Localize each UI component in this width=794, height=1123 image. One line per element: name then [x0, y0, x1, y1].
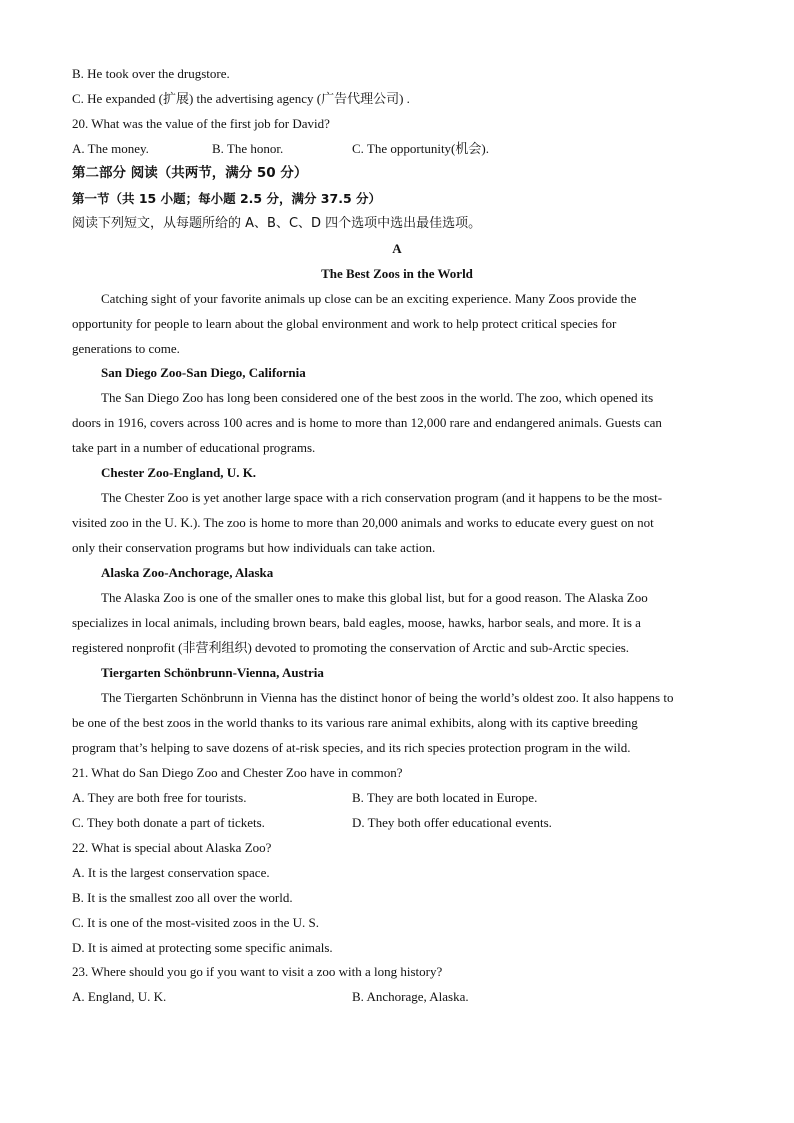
q23-option-a: A. England, U. K. — [72, 989, 167, 1004]
intro-line: Catching sight of your favorite animals up close can be an exciting experience. Many Zoos provide the — [101, 291, 637, 306]
q23-option-b: B. Anchorage, Alaska. — [352, 989, 469, 1004]
q20-option-a: A. The money. — [72, 141, 149, 156]
zoo-text-line: program that’s helping to save dozens of at-risk species, and its rich species protection program in the wild. — [72, 740, 631, 755]
q19-option-c: C. He expanded (扩展) the advertising agency (广告代理公司) . — [72, 91, 410, 106]
zoo-heading-chester: Chester Zoo-England, U. K. — [101, 465, 257, 480]
section-title: 第二部分 阅读（共两节，满分 50 分） — [72, 165, 308, 181]
zoo-heading-san-diego: San Diego Zoo-San Diego, California — [101, 365, 306, 380]
zoo-text-line: take part in a number of educational programs. — [72, 440, 316, 455]
passage-title: The Best Zoos in the World — [321, 266, 473, 281]
q20-option-c: C. The opportunity(机会). — [352, 141, 489, 156]
intro-line: generations to come. — [72, 341, 180, 356]
zoo-text-line: registered nonprofit (非营利组织) devoted to promoting the conservation of Arctic and sub-Arctic species. — [72, 640, 630, 655]
zoo-heading-vienna: Tiergarten Schönbrunn-Vienna, Austria — [101, 665, 324, 680]
section-instruction: 阅读下列短文，从每题所给的 A、B、C、D 四个选项中选出最佳选项。 — [72, 216, 482, 231]
zoo-heading-alaska: Alaska Zoo-Anchorage, Alaska — [101, 565, 274, 580]
section-subtitle: 第一节（共 15 小题；每小题 2.5 分，满分 37.5 分） — [72, 191, 381, 206]
q21-option-d: D. They both offer educational events. — [352, 815, 552, 830]
zoo-text-line: only their conservation programs but how individuals can take action. — [72, 540, 436, 555]
zoo-text-line: The Alaska Zoo is one of the smaller ones to make this global list, but for a good reason. The Alaska Zoo — [101, 590, 648, 605]
q21-option-a: A. They are both free for tourists. — [72, 790, 247, 805]
zoo-text-line: be one of the best zoos in the world thanks to its various rare animal exhibits, along with its captive breeding — [72, 715, 638, 730]
zoo-text-line: The San Diego Zoo has long been considered one of the best zoos in the world. The zoo, which opened its — [101, 390, 654, 405]
q22-option-b: B. It is the smallest zoo all over the world. — [72, 890, 293, 905]
passage-letter: A — [392, 241, 402, 256]
zoo-text-line: doors in 1916, covers across 100 acres and is home to more than 12,000 rare and endangered animals. Guests can — [72, 415, 662, 430]
q22-option-c: C. It is one of the most-visited zoos in the U. S. — [72, 915, 319, 930]
zoo-text-line: The Chester Zoo is yet another large space with a rich conservation program (and it happens to be the most- — [101, 490, 663, 505]
intro-line: opportunity for people to learn about the global environment and work to help protect critical species for — [72, 316, 617, 331]
q22-option-d: D. It is aimed at protecting some specific animals. — [72, 940, 333, 955]
q20-option-b: B. The honor. — [212, 141, 284, 156]
zoo-text-line: specializes in local animals, including brown bears, bald eagles, moose, hawks, harbor seals, and more. It is a — [72, 615, 641, 630]
q21-stem: 21. What do San Diego Zoo and Chester Zoo have in common? — [72, 765, 403, 780]
q21-option-c: C. They both donate a part of tickets. — [72, 815, 265, 830]
zoo-text-line: visited zoo in the U. K.). The zoo is home to more than 20,000 animals and works to educate every guest on not — [72, 515, 654, 530]
q19-option-b: B. He took over the drugstore. — [72, 66, 230, 81]
q22-option-a: A. It is the largest conservation space. — [72, 865, 270, 880]
q21-option-b: B. They are both located in Europe. — [352, 790, 538, 805]
q23-stem: 23. Where should you go if you want to visit a zoo with a long history? — [72, 964, 443, 979]
q20-stem: 20. What was the value of the first job for David? — [72, 116, 330, 131]
q22-stem: 22. What is special about Alaska Zoo? — [72, 840, 272, 855]
zoo-text-line: The Tiergarten Schönbrunn in Vienna has the distinct honor of being the world’s oldest zoo. It also happens to — [101, 690, 674, 705]
